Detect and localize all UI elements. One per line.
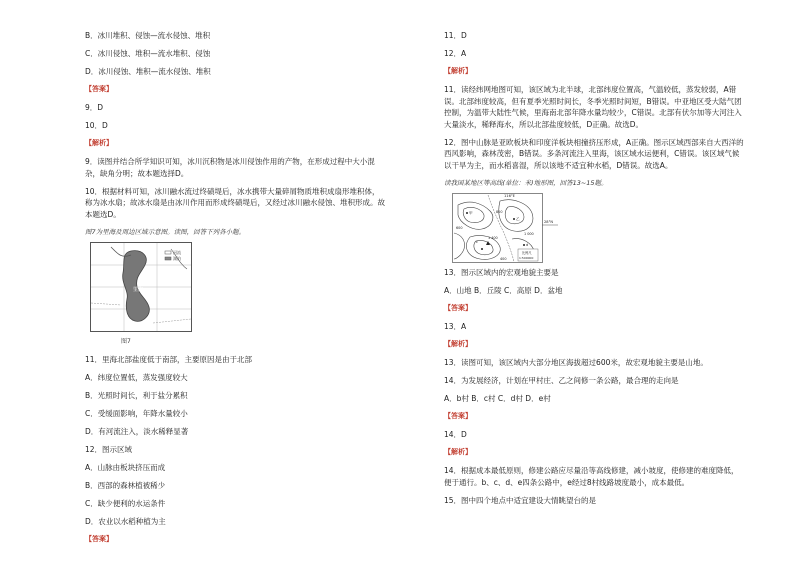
- analysis-tag: 【解析】: [444, 340, 472, 348]
- caspian-sea-shape: [123, 251, 150, 322]
- answer-10: 10．D: [85, 121, 108, 130]
- caspian-map-graphic: [91, 243, 191, 331]
- contour-800-label: 800: [496, 210, 503, 214]
- explanation-10: 10．根据材料可知，冰川融水流过终碛堤后，冰水携带大量碎屑物质堆积成扇形堆积体，称为冰水扇；故冰水扇是由冰川作用而形成终碛堤后，又经过冰川融水侵蚀、堆积形成。故本题选D。: [85, 186, 385, 219]
- contour-map: [452, 193, 558, 263]
- answer-tag: 【答案】: [444, 412, 472, 420]
- contour-600-label: 600: [456, 226, 463, 230]
- question-13: 13．图示区域内的宏观地貌主要是: [444, 268, 559, 277]
- question-14: 14．为发展经济，计划在甲村庄、乙之间修一条公路，最合理的走向是: [444, 376, 679, 385]
- analysis-tag: 【解析】: [85, 139, 113, 147]
- q11-option-c: C．受缓面影响，年降水量较小: [85, 409, 188, 418]
- sea-label: 里海: [133, 287, 144, 293]
- q12-option-c: C．缺少便利的水运条件: [85, 499, 166, 508]
- right-column: [444, 30, 744, 506]
- q13-options: A．山地 B．丘陵 C．高原 D．盆地: [444, 286, 563, 295]
- q11-option-d: D．有河流注入，淡水稀释显著: [85, 427, 189, 436]
- topo-intro: 读我国某地区等高线(单位：米)地形图，回答13~15题。: [444, 178, 608, 187]
- q12-option-b: B．西部的森林植被稀少: [85, 481, 166, 490]
- peak-label: 1 400: [488, 236, 498, 240]
- caspian-sea-map: [90, 242, 192, 332]
- answer-tag: 【答案】: [444, 304, 472, 312]
- answer-tag: 【答案】: [85, 535, 113, 543]
- scale-value: 1:500000: [519, 256, 534, 260]
- answer-13: 13．A: [444, 322, 467, 331]
- question-11: 11．里海北部盐度低于南部，主要原因是由于北部: [85, 355, 253, 364]
- answer-9: 9．D: [85, 103, 104, 112]
- answer-tag: 【答案】: [85, 85, 113, 93]
- lat-label: 28°N: [544, 220, 554, 224]
- explanation-11: 11．读经纬网地图可知，该区域为北半球，北部纬度位置高，气温较低，蒸发较弱，A错误。北部纬度较高，但有夏季光照时间长，冬季光照时间短，B错误。中亚地区受大陆气团控制，为温带大陆性气候，里海南北部年降水量均较少，C错误。北部有伏尔加等大河注入大量淡水，稀释海水，所以北部盐度较低，D正确。故选D。: [444, 85, 742, 129]
- q12-option-d: D．农业以水稻种植为主: [85, 517, 166, 526]
- explanation-9: 9．读图并结合所学知识可知，冰川沉积物是冰川侵蚀作用的产物，在形成过程中大小混杂，缺角分明；故本题选择D。: [85, 157, 375, 178]
- legend-lake: 湖泊: [173, 256, 181, 261]
- contour-map-graphic: [452, 193, 558, 263]
- left-column: [85, 30, 385, 546]
- analysis-tag: 【解析】: [444, 448, 472, 456]
- q12-option-a: A．山脉由板块挤压而成: [85, 463, 166, 472]
- figure-label: 图7: [121, 338, 131, 345]
- village-c-label: c: [476, 240, 478, 244]
- explanation-14: 14．根据成本最低原则，修建公路应尽量沿等高线修建，减小坡度，使修建的难度降低，便于通行。b、c、d、e四条公路中，e经过8村线路坡度最小，成本最低。: [444, 466, 739, 487]
- legend-river: 河流: [173, 250, 181, 255]
- q8-option-d: D．冰川侵蚀、堆积—流水侵蚀、堆积: [85, 67, 211, 76]
- question-12: 12．图示区域: [85, 445, 133, 454]
- q8-option-b: B．冰川堆积、侵蚀—流水侵蚀、堆积: [85, 31, 211, 40]
- answer-12: 12．A: [444, 49, 467, 58]
- question-15: 15．图中四个地点中适宜建设大情眺望台的是: [444, 495, 597, 505]
- village-a-label: 甲: [469, 211, 473, 215]
- q8-option-c: C．冰川侵蚀、堆积—流水堆积、侵蚀: [85, 49, 211, 58]
- contour-1000-label: 1 000: [524, 232, 534, 236]
- scale-title: 比例尺: [522, 251, 532, 255]
- answer-11: 11．D: [444, 31, 467, 40]
- explanation-13: 13．读图可知，该区域内大部分地区海拔超过600米，故宏观地貌主要是山地。: [444, 358, 708, 367]
- map-intro: 图7为里海及周边区域示意图。读图，回答下列各小题。: [85, 227, 246, 236]
- explanation-12: 12．图中山脉是亚欧板块和印度洋板块相撞挤压形成，A正确。图示区域西部来自大西洋的西风影响，森林茂密，B错误。多条河流注入里海，该区域水运便利，C错误。该区域气候以干旱为主，而水稻喜湿，所以该地不适宜种水稻，D错误。故选A。: [444, 137, 744, 170]
- village-b-label: 乙: [516, 217, 520, 221]
- q11-option-b: B．光照时间长，利于盐分累积: [85, 391, 188, 400]
- lon-label: 116°E: [504, 194, 515, 198]
- analysis-tag: 【解析】: [444, 67, 472, 75]
- answer-14: 14．D: [444, 430, 467, 439]
- contour-400-label: 400: [500, 257, 507, 261]
- q11-option-a: A．纬度位置低，蒸发强度较大: [85, 373, 188, 382]
- village-d-label: d: [526, 243, 529, 247]
- q14-options: A．b村 B．c村 C．d村 D．e村: [444, 394, 551, 403]
